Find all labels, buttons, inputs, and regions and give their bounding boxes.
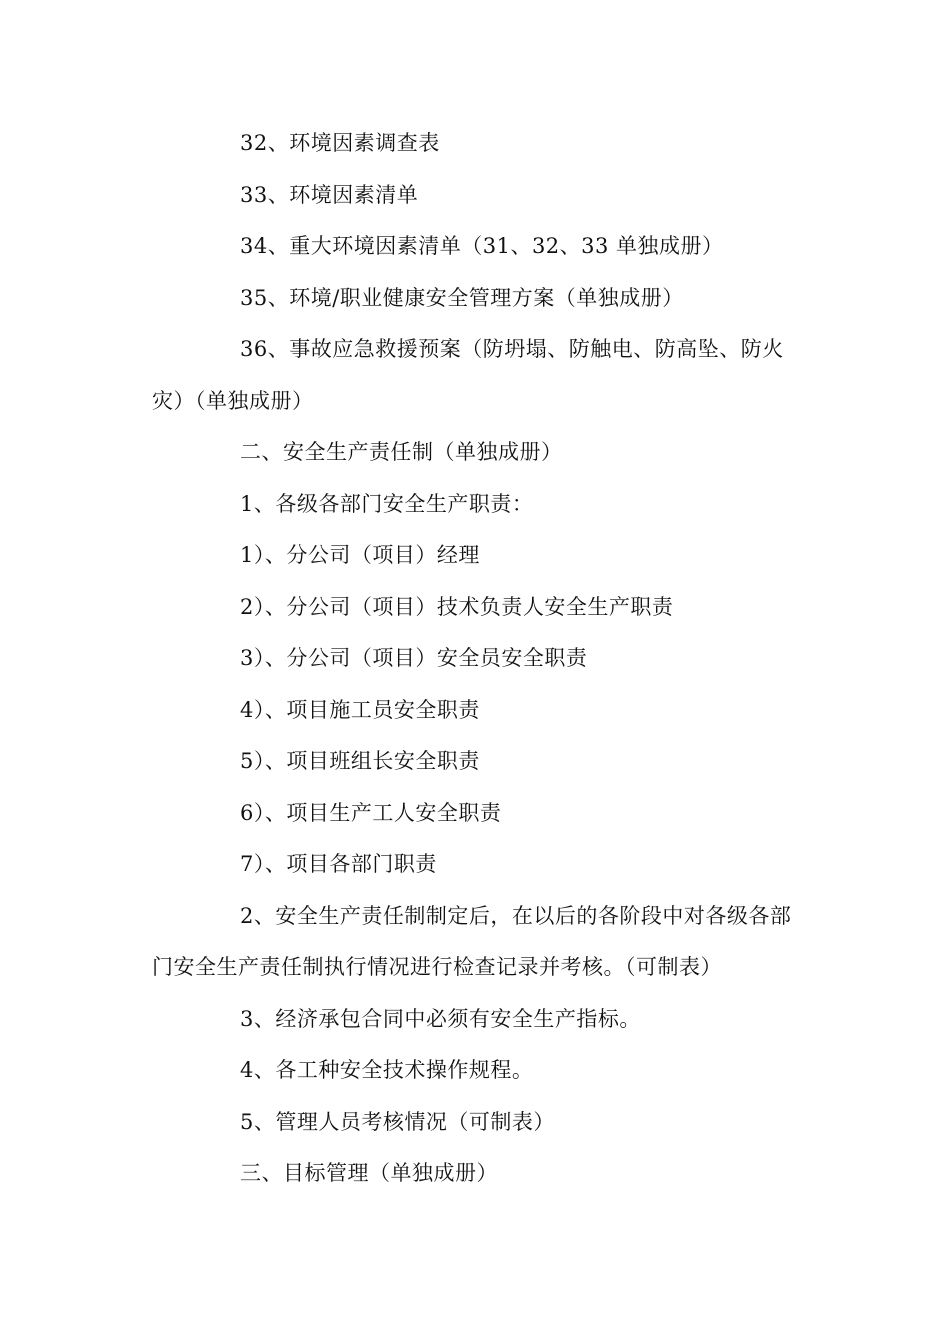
sub-item-5: 5）、项目班组长安全职责 (240, 749, 480, 773)
sub-item-7: 7）、项目各部门职责 (240, 852, 437, 876)
paragraph-item-5: 5、管理人员考核情况（可制表） (240, 1109, 555, 1134)
paragraph-item-33: 33、环境因素清单 (240, 182, 419, 207)
paragraph-item-3: 3、经济承包合同中必须有安全生产指标。 (240, 1006, 641, 1031)
section-heading-target: 三、目标管理（单独成册） (240, 1161, 498, 1185)
paragraph-item-4: 4、各工种安全技术操作规程。 (240, 1058, 534, 1082)
paragraph-item-35: 35、环境/职业健康安全管理方案（单独成册） (240, 285, 684, 310)
document-body (152, 118, 802, 1200)
paragraph-item-36: 36、事故应急救援预案（防坍塌、防触电、防高坠、防火灾）（单独成册） (152, 337, 784, 413)
sub-item-1: 1）、分公司（项目）经理 (240, 543, 480, 567)
sub-item-4: 4）、项目施工员安全职责 (240, 697, 480, 722)
section-heading-responsibility: 二、安全生产责任制（单独成册） (240, 440, 563, 464)
paragraph-item-1: 1、各级各部门安全生产职责： (240, 491, 534, 516)
paragraph-item-34: 34、重大环境因素清单（31、32、33 单独成册） (240, 234, 724, 258)
paragraph-item-2: 2、安全生产责任制制定后，在以后的各阶段中对各级各部门安全生产责任制执行情况进行检查记录并考核。（可制表） (152, 903, 792, 979)
sub-item-3: 3）、分公司（项目）安全员安全职责 (240, 646, 588, 670)
sub-item-2: 2）、分公司（项目）技术负责人安全生产职责 (240, 594, 674, 619)
sub-item-6: 6）、项目生产工人安全职责 (240, 800, 502, 825)
paragraph-item-32: 32、环境因素调查表 (240, 131, 440, 155)
